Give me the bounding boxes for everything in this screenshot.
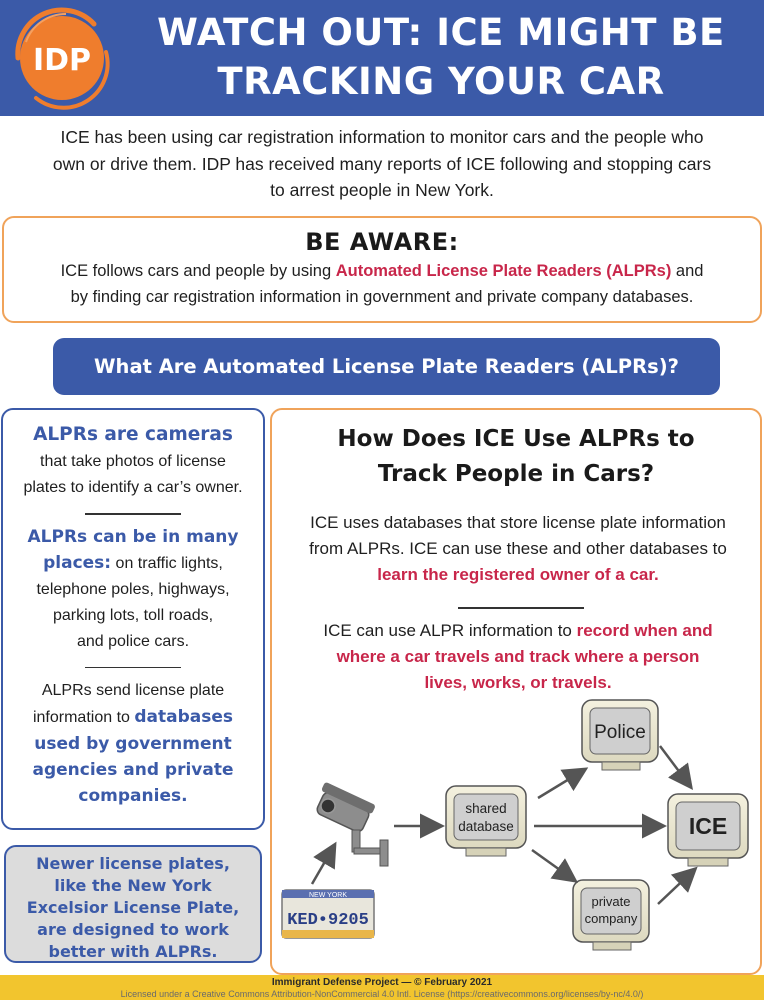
footer-license: Licensed under a Creative Commons Attribution-NonCommercial 4.0 Intl. License (https://creativecommons.org/licenses/by-nc/4.0/)	[120, 989, 644, 999]
svg-text:database: database	[458, 819, 514, 834]
be-aware-text-part: and	[671, 262, 704, 280]
alpr-highlight: Automated License Plate Readers (ALPRs)	[335, 262, 672, 280]
text-line: ICE uses databases that store license plate information	[310, 513, 726, 532]
alpr-places-heading: ALPRs can be in many	[27, 526, 239, 547]
svg-text:NEW YORK: NEW YORK	[309, 892, 347, 899]
title-line: Track People in Cars?	[377, 461, 655, 487]
ice-node	[668, 794, 748, 866]
header-banner	[0, 0, 764, 116]
be-aware-text	[4, 258, 760, 310]
arrow-private-to-ice	[658, 870, 694, 904]
alpr-databases-text	[3, 678, 263, 809]
footer	[0, 975, 764, 1000]
license-plate-note	[4, 845, 262, 963]
databases-highlight: databases	[134, 707, 234, 727]
text-line: information to	[32, 709, 135, 726]
svg-text:ICE: ICE	[688, 813, 728, 839]
arrow-database-to-private	[532, 850, 574, 880]
divider	[85, 513, 181, 515]
arrow-database-to-police	[538, 770, 584, 798]
text-line: companies.	[78, 786, 188, 806]
arrow-plate-to-camera	[312, 846, 334, 884]
text-line: are designed to work	[37, 920, 229, 939]
text-line: on traffic lights,	[111, 554, 223, 572]
be-aware-title: BE AWARE:	[305, 228, 459, 256]
text-line: Excelsior License Plate,	[26, 898, 240, 917]
idp-logo	[6, 2, 118, 114]
be-aware-text-line2: by finding car registration information in government and private company databases.	[70, 288, 694, 306]
be-aware-text-part: ICE follows cars and people by using	[60, 262, 336, 280]
shared-database-node	[446, 786, 526, 856]
text-line: ICE can use ALPR information to	[323, 621, 577, 640]
police-node	[582, 700, 658, 770]
intro-line: ICE has been using car registration information to monitor cars and the people who	[60, 127, 704, 147]
text-line: Newer license plates,	[36, 854, 230, 873]
divider	[85, 667, 181, 669]
text-line: parking lots, toll roads,	[52, 606, 214, 624]
logo-text: IDP	[32, 43, 92, 78]
text-line: and police cars.	[76, 632, 190, 650]
ice-usage-title	[272, 422, 760, 492]
places-label: places:	[43, 552, 112, 573]
text-line: better with ALPRs.	[48, 942, 218, 961]
be-aware-box	[2, 216, 762, 323]
arrow-police-to-ice	[660, 746, 690, 786]
page-title-line2: TRACKING YOUR CAR	[217, 60, 665, 103]
page-title	[118, 8, 764, 106]
svg-text:company: company	[584, 911, 638, 926]
text-line: agencies and private	[32, 760, 234, 780]
footer-credit: Immigrant Defense Project — © February 2021	[271, 977, 493, 988]
owner-highlight: learn the registered owner of a car.	[377, 565, 659, 584]
license-plate-icon	[282, 890, 374, 938]
databases-paragraph	[276, 510, 760, 588]
text-line: plates to identify a car’s owner.	[23, 479, 243, 496]
tracking-highlight: record when and	[576, 621, 713, 640]
title-line: How Does ICE Use ALPRs to	[337, 426, 695, 452]
divider	[458, 607, 584, 609]
alpr-info-box	[1, 408, 265, 830]
text-line: from ALPRs. ICE can use these and other databases to	[309, 539, 727, 558]
svg-text:Police: Police	[594, 722, 646, 743]
svg-text:shared: shared	[465, 801, 507, 816]
alpr-flow-diagram	[270, 690, 762, 975]
alpr-cameras-text	[3, 449, 263, 501]
intro-line: own or drive them. IDP has received many reports of ICE following and stopping cars	[52, 153, 712, 174]
private-company-node	[573, 880, 649, 950]
tracking-highlight: where a car travels and track where a person	[336, 647, 700, 666]
svg-text:private: private	[591, 894, 631, 909]
text-line: ALPRs send license plate	[41, 682, 225, 699]
tracking-highlight: lives, works, or travels.	[424, 673, 612, 692]
tracking-paragraph	[276, 618, 760, 696]
text-line: that take photos of license	[40, 453, 226, 470]
intro-line: to arrest people in New York.	[270, 180, 494, 200]
alpr-cameras-heading: ALPRs are cameras	[33, 424, 233, 445]
page-title-line1: WATCH OUT: ICE MIGHT BE	[157, 11, 725, 54]
alpr-section-banner: What Are Automated License Plate Readers (ALPRs)?	[53, 338, 720, 395]
intro-paragraph	[0, 124, 764, 204]
alpr-places-text	[3, 524, 263, 655]
text-line: like the New York	[54, 876, 212, 895]
text-line: used by government	[34, 734, 232, 754]
alpr-camera-icon	[315, 782, 388, 866]
svg-text:KED•9205: KED•9205	[287, 911, 369, 930]
text-line: telephone poles, highways,	[36, 580, 230, 598]
